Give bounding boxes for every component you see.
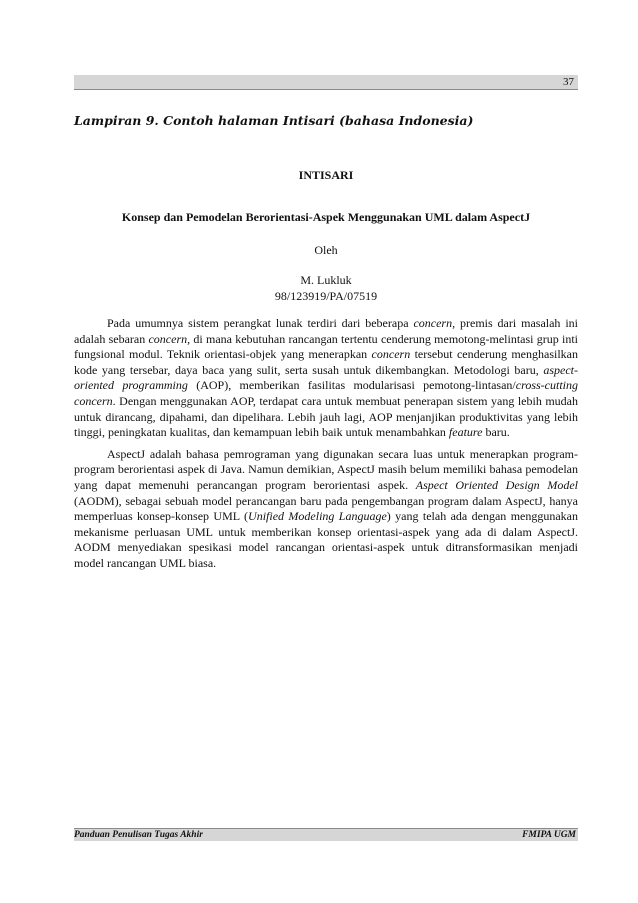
italic-term: concern	[371, 347, 411, 362]
italic-term: concern	[413, 316, 453, 330]
text-run: Pada umumnya sistem perangkat lunak terdiri dari beberapa	[107, 316, 414, 330]
abstract-body	[74, 316, 578, 578]
italic-term: cross-cutting concern	[74, 378, 578, 408]
footer-faculty: FMIPA UGM	[522, 830, 576, 840]
student-id: 98/123919/PA/07519	[274, 289, 378, 303]
italic-term: Unified Modeling Language	[248, 509, 387, 524]
page-header-bar	[74, 75, 578, 90]
text-run: ) yang telah ada dengan menggunakan mekanisme perluasan UML untuk memberikan konsep orientasi-aspek yang ada di dalam AspectJ. AODM menyediakan spesikasi model rancangan orientasi-aspek untuk ditransformasikan menjadi model rancangan UML biasa.	[74, 509, 579, 570]
abstract-heading: INTISARI	[298, 168, 354, 182]
text-run: . Dengan menggunakan AOP, terdapat cara untuk membuat penerapan sistem yang lebih mudah untuk dirancang, dipahami, dan dipelihara. Lebih jauh lagi, AOP menjanjikan produktivitas yang lebih tinggi, peningkatan kualitas, dan kemampuan lebih baik untuk menambahkan	[74, 393, 578, 440]
text-run: baru.	[482, 425, 510, 440]
page-footer-bar	[74, 828, 578, 841]
italic-term: feature	[448, 425, 483, 440]
thesis-title: Konsep dan Pemodelan Berorientasi-Aspek Menggunakan UML dalam AspectJ	[121, 210, 531, 224]
page-number: 37	[563, 76, 574, 88]
author-name: M. Lukluk	[300, 273, 352, 287]
text-run: (AODM), sebagai sebuah model perancangan baru pada pengembangan program dalam AspectJ, hanya memperluas konsep-konsep UML (	[74, 493, 578, 524]
by-label: Oleh	[314, 243, 338, 257]
text-run: , premis dari masalah ini adalah sebaran	[74, 316, 578, 346]
abstract-paragraph-1	[74, 316, 578, 441]
text-run: (AOP), memberikan fasilitas modularisasi pemotong-lintasan/	[187, 378, 516, 393]
italic-term: Aspect Oriented Design Model	[415, 477, 578, 492]
text-run: tersebut cenderung menghasilkan kode yang tersebar, daya baca yang sulit, serta susah untuk dikembangkan. Metodologi baru,	[74, 347, 578, 377]
italic-term: aspect-oriented programming	[74, 362, 578, 393]
italic-term: concern	[148, 331, 188, 346]
appendix-title: Lampiran 9. Contoh halaman Intisari (bahasa Indonesia)	[74, 113, 474, 128]
text-run: , di mana kebutuhan rancangan tertentu cenderung memotong-melintasi grup inti fungsional modul. Teknik orientasi-objek yang menerapkan	[74, 331, 579, 362]
footer-guide-title: Panduan Penulisan Tugas Akhir	[74, 830, 203, 840]
abstract-paragraph-2	[74, 447, 578, 572]
text-run: AspectJ adalah bahasa pemrograman yang digunakan secara luas untuk menerapkan program-program berorientasi aspek di Java. Namun demikian, AspectJ masih belum memiliki bahasa pemodelan yang dapat memenuhi perancangan program berorientasi aspek.	[74, 446, 578, 492]
